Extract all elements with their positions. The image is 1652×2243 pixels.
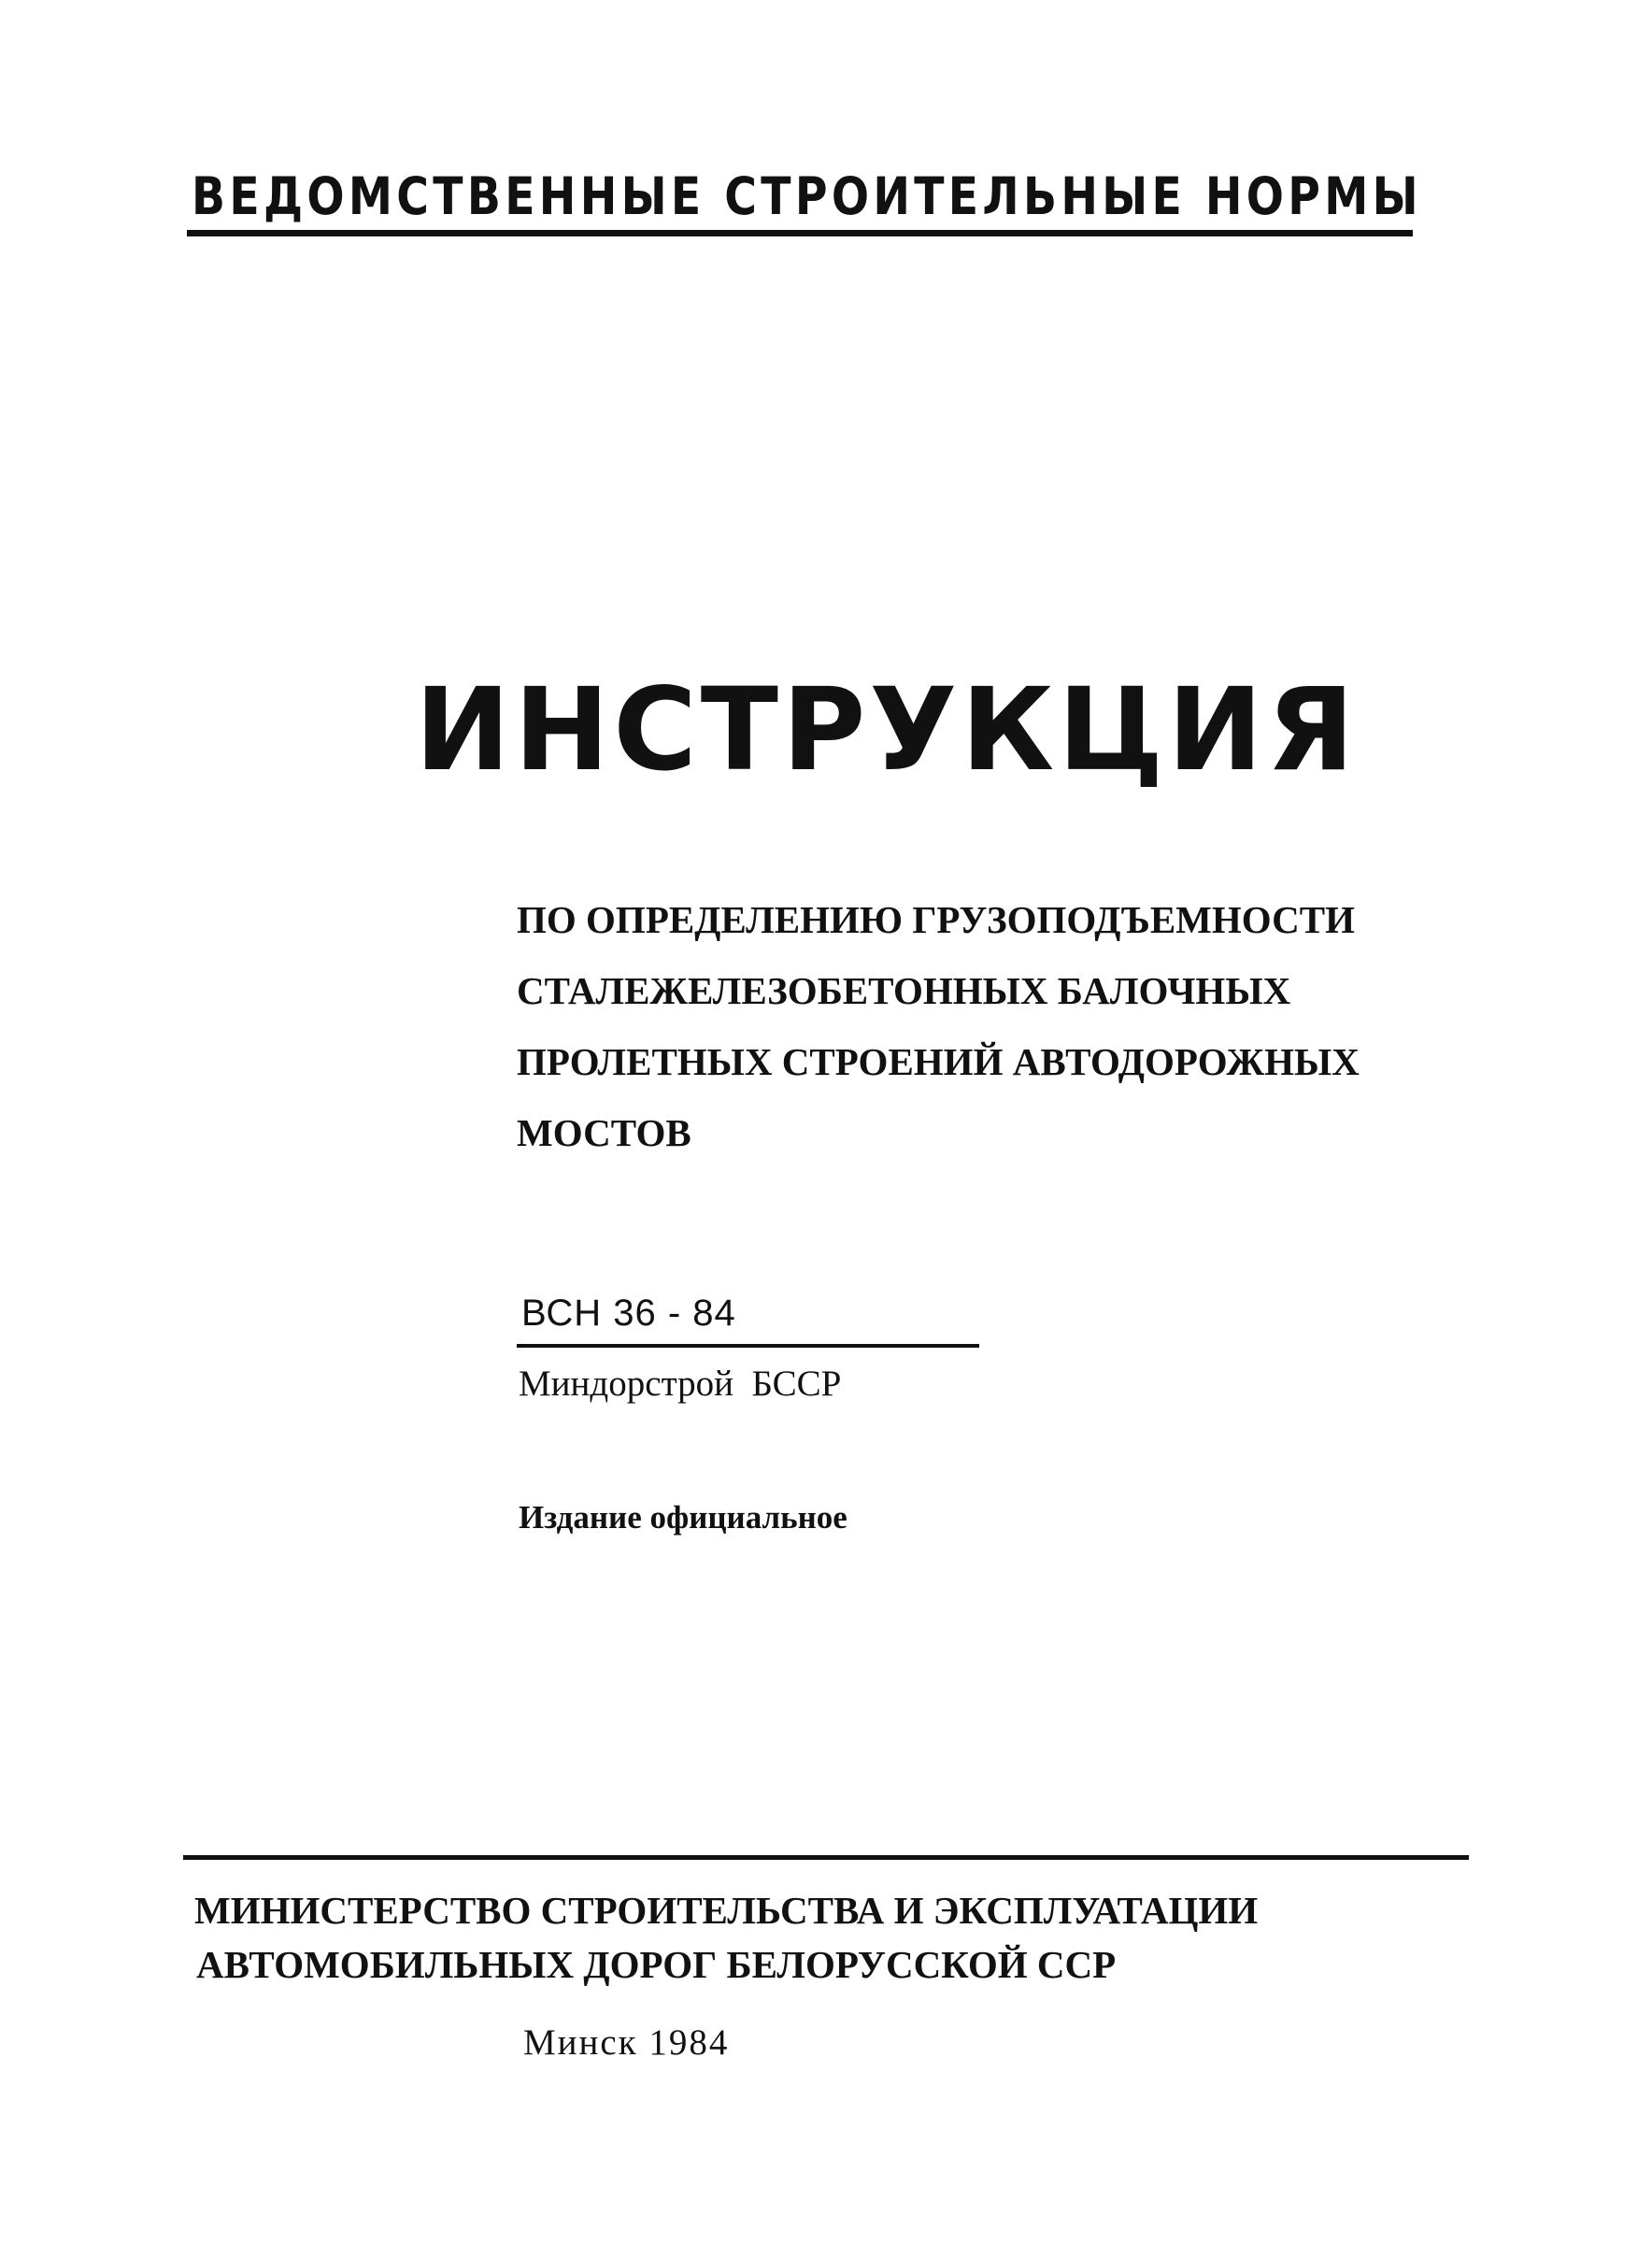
footer-divider [183, 1855, 1469, 1860]
series-header: ВЕДОМСТВЕННЫЕ СТРОИТЕЛЬНЫЕ НОРМЫ [192, 166, 1422, 226]
publisher-line: МИНИСТЕРСТВО СТРОИТЕЛЬСТВА И ЭКСПЛУАТАЦИИ [194, 1889, 1259, 1932]
header-divider [187, 230, 1413, 236]
subtitle-line: СТАЛЕЖЕЛЕЗОБЕТОННЫХ БАЛОЧНЫХ [517, 969, 1291, 1012]
code-underline [517, 1344, 979, 1348]
edition-note: Издание официальное [519, 1499, 847, 1536]
subtitle-line: ПО ОПРЕДЕЛЕНИЮ ГРУЗОПОДЪЕМНОСТИ [517, 898, 1355, 941]
city-year: Минск 1984 [523, 2022, 730, 2063]
publisher-line: АВТОМОБИЛЬНЫХ ДОРОГ БЕЛОРУССКОЙ ССР [196, 1943, 1117, 1986]
issuing-organization: Миндорстрой БССР [519, 1364, 842, 1404]
subtitle-line: МОСТОВ [517, 1111, 691, 1154]
document-code: ВСН 36 - 84 [521, 1293, 736, 1334]
subtitle-line: ПРОЛЕТНЫХ СТРОЕНИЙ АВТОДОРОЖНЫХ [517, 1040, 1360, 1083]
document-title: ИНСТРУКЦИЯ [415, 664, 1359, 796]
